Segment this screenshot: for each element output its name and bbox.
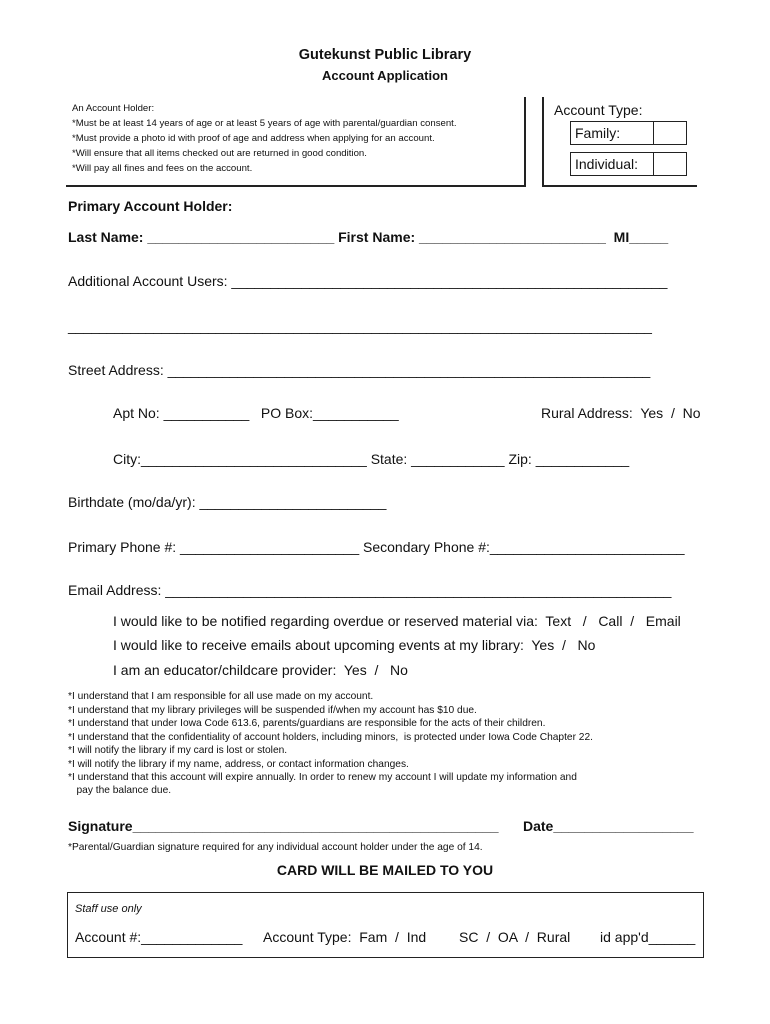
account-type-individual-row [570, 152, 687, 176]
email-field[interactable]: Email Address: _________________________________________________________________ [68, 582, 672, 598]
signature-field[interactable]: Signature_______________________________________________ [68, 818, 499, 834]
additional-users-field-line2[interactable]: ___________________________________________________________________________ [68, 318, 652, 334]
date-field[interactable]: Date__________________ [523, 818, 694, 834]
agreement-contact-change: *I will notify the library if my name, address, or contact information changes. [68, 759, 409, 770]
staff-use-heading: Staff use only [75, 903, 142, 915]
name-field[interactable]: Last Name: ________________________ First Name: ________________________ MI_____ [68, 229, 669, 245]
account-type-individual-label: Individual: [575, 156, 639, 172]
educator-preference[interactable]: I am an educator/childcare provider: Yes / No [113, 662, 408, 678]
requirement-fines: *Will pay all fines and fees on the account. [72, 163, 253, 174]
form-title: Account Application [322, 68, 448, 83]
account-type-heading: Account Type: [554, 102, 643, 118]
apt-po-field[interactable]: Apt No: ___________ PO Box:___________ [113, 405, 399, 421]
holder-requirements-box [66, 97, 526, 187]
library-name: Gutekunst Public Library [298, 47, 472, 63]
account-type-family-checkbox[interactable] [653, 122, 686, 144]
staff-account-number-field[interactable]: Account #:_____________ [75, 929, 243, 945]
requirement-age: *Must be at least 14 years of age or at least 5 years of age with parental/guardian consent. [72, 118, 457, 129]
staff-category[interactable]: SC / OA / Rural [459, 929, 571, 945]
primary-account-heading: Primary Account Holder: [68, 198, 233, 214]
agreement-lost-card: *I will notify the library if my card is lost or stolen. [68, 745, 288, 756]
agreement-iowa-code: *I understand that under Iowa Code 613.6, parents/guardians are responsible for the acts of their children. [68, 718, 546, 729]
staff-id-approved-field[interactable]: id app'd______ [600, 929, 696, 945]
staff-account-type[interactable]: Account Type: Fam / Ind [263, 929, 427, 945]
requirement-items: *Will ensure that all items checked out are returned in good condition. [72, 148, 367, 159]
birthdate-field[interactable]: Birthdate (mo/da/yr): ________________________ [68, 494, 387, 510]
agreement-responsible: *I understand that I am responsible for all use made on my account. [68, 691, 374, 702]
agreement-confidentiality: *I understand that the confidentiality of account holders, including minors, is protected under Iowa Code Chapter 22. [68, 732, 593, 743]
city-state-zip-field[interactable]: City:_____________________________ State: ____________ Zip: ____________ [113, 451, 630, 467]
notify-preference[interactable]: I would like to be notified regarding overdue or reserved material via: Text / Call / Email [113, 613, 681, 629]
account-type-box [542, 97, 697, 187]
account-type-family-row [570, 121, 687, 145]
additional-users-field[interactable]: Additional Account Users: ________________________________________________________ [68, 273, 668, 289]
holder-requirements-heading: An Account Holder: [72, 103, 155, 114]
account-type-individual-checkbox[interactable] [653, 153, 686, 175]
phone-field[interactable]: Primary Phone #: _______________________ Secondary Phone #:_________________________ [68, 539, 685, 555]
events-preference[interactable]: I would like to receive emails about upcoming events at my library: Yes / No [113, 637, 596, 653]
street-address-field[interactable]: Street Address: ______________________________________________________________ [68, 362, 651, 378]
guardian-signature-note: *Parental/Guardian signature required for any individual account holder under the age of 14. [68, 842, 483, 853]
mail-notice: CARD WILL BE MAILED TO YOU [276, 862, 494, 878]
rural-address-option[interactable]: Rural Address: Yes / No [541, 405, 701, 421]
agreement-expiry-cont: pay the balance due. [68, 785, 172, 796]
agreement-suspension: *I understand that my library privileges will be suspended if/when my account has $10 due. [68, 705, 477, 716]
account-type-family-label: Family: [575, 125, 621, 141]
requirement-photo-id: *Must provide a photo id with proof of age and address when applying for an account. [72, 133, 435, 144]
staff-use-box [67, 892, 704, 958]
agreement-expiry: *I understand that this account will expire annually. In order to renew my account I will update my information and [68, 772, 577, 783]
